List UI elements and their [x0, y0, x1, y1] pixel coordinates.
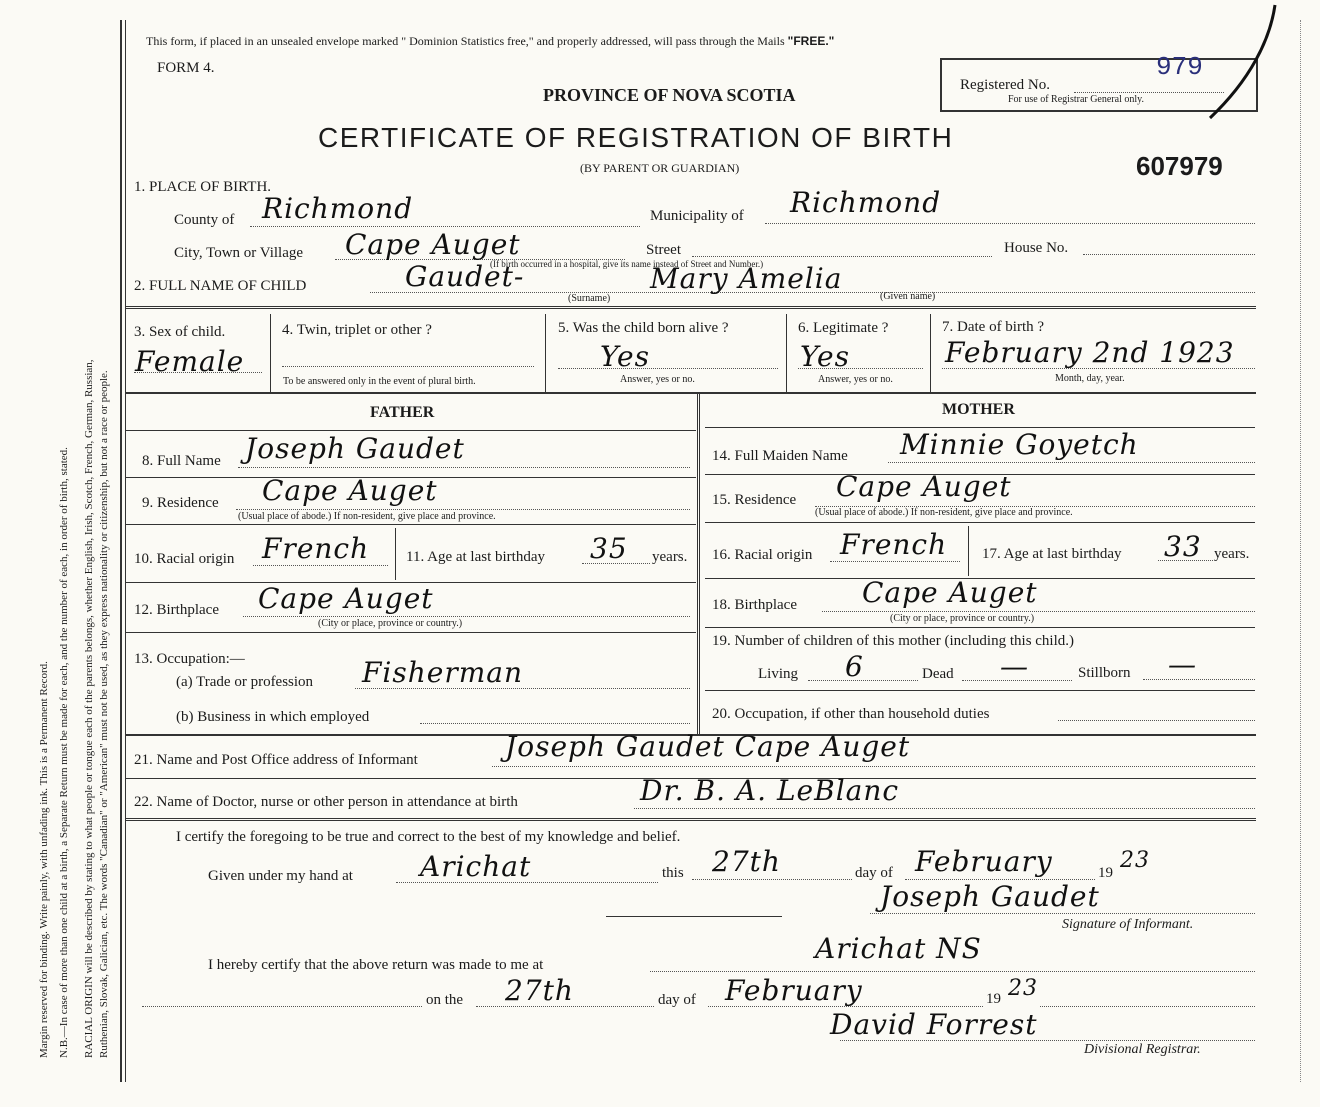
- registrar-year-suffix: 23: [1008, 976, 1038, 1001]
- dob-value: February 2nd 1923: [945, 336, 1235, 369]
- mother-dead-value: —: [1000, 650, 1029, 683]
- registrar-signature: David Forrest: [830, 1008, 1038, 1041]
- margin-note-separate-return: N.B.—In case of more than one child at a birth, a Separate Return must be made for each, and the number of each, in order of birth, stated.: [58, 447, 70, 1058]
- mother-age-value: 33: [1164, 530, 1202, 563]
- informant-signature: Joseph Gaudet: [880, 880, 1100, 913]
- registrar-use-note: For use of Registrar General only.: [1008, 94, 1144, 105]
- col-divider-sex: [270, 314, 271, 392]
- registrar-caption: Divisional Registrar.: [1084, 1042, 1201, 1057]
- father-business-label: (b) Business in which employed: [176, 709, 370, 725]
- mother-living-value: 6: [845, 650, 864, 683]
- registrar-signature-line: [840, 1040, 1255, 1041]
- alive-line: [558, 368, 778, 369]
- mother-age-label: 17. Age at last birthday: [982, 546, 1122, 562]
- county-line: [250, 226, 640, 227]
- binding-margin-line: [120, 20, 122, 1082]
- day-of-label: day of: [855, 865, 893, 881]
- father-trade-value: Fisherman: [362, 656, 524, 689]
- mother-birthplace-value: Cape Auget: [862, 576, 1038, 609]
- registered-label: Registered No.: [960, 77, 1050, 93]
- mother-age-years: years.: [1214, 546, 1250, 562]
- mother-stillborn-value: —: [1168, 648, 1197, 681]
- twin-line: [282, 366, 534, 367]
- doctor-line: [634, 808, 1255, 809]
- father-name-line: [238, 467, 690, 468]
- sex-label: 3. Sex of child.: [134, 324, 226, 340]
- twin-note: To be answered only in the event of plural birth.: [283, 376, 476, 387]
- father-birthplace-note: (City or place, province or country.): [318, 618, 463, 629]
- mother-birthplace-note: (City or place, province or country.): [890, 613, 1035, 624]
- col-divider-alive: [786, 314, 787, 392]
- registered-check-mark: [1190, 0, 1290, 130]
- divider-before-parents: [126, 392, 1256, 394]
- margin-note-racial-origin: RACIAL ORIGIN will be described by stating to what people or tongue each of the parents belongs, whether English, Irish, Scotch, French, German, Russian,: [83, 359, 95, 1058]
- registrar-year-prefix: 19: [986, 991, 1001, 1007]
- col-divider-legit: [930, 314, 931, 392]
- registrar-month-value: February: [725, 974, 863, 1007]
- signature-short-line: [606, 916, 782, 917]
- father-heading-rule: [126, 430, 696, 431]
- father-rule-4: [126, 632, 696, 633]
- father-racial-label: 10. Racial origin: [134, 551, 235, 567]
- mother-name-value: Minnie Goyetch: [900, 428, 1139, 461]
- father-heading: FATHER: [370, 404, 435, 421]
- binding-margin-line-2: [125, 20, 126, 1082]
- municipality-line: [765, 223, 1255, 224]
- mother-stillborn-label: Stillborn: [1078, 665, 1131, 681]
- margin-note-permanent: Margin reserved for binding. Write painly, with unfading ink. This is a Permanent Record.: [38, 661, 50, 1058]
- child-name-label: 2. FULL NAME OF CHILD: [134, 278, 307, 294]
- surname-caption: (Surname): [568, 293, 611, 304]
- father-rule-2: [126, 524, 696, 525]
- sex-value: Female: [135, 345, 245, 378]
- legitimate-line: [798, 368, 923, 369]
- this-label: this: [662, 865, 684, 881]
- father-age-years: years.: [652, 549, 688, 565]
- registrar-statement: I hereby certify that the above return was made to me at: [208, 957, 544, 973]
- street-line: [692, 256, 992, 257]
- mother-name-label: 14. Full Maiden Name: [712, 448, 848, 464]
- dob-line: [942, 368, 1255, 369]
- sex-line: [134, 372, 262, 373]
- registrar-leading-line: [142, 1006, 422, 1007]
- father-birthplace-label: 12. Birthplace: [134, 602, 219, 618]
- place-of-birth-heading: 1. PLACE OF BIRTH.: [134, 179, 272, 195]
- mother-residence-value: Cape Auget: [836, 470, 1012, 503]
- street-label: Street: [646, 242, 681, 258]
- mother-racial-value: French: [840, 528, 948, 561]
- child-given-name-value: Mary Amelia: [650, 262, 843, 295]
- alive-caption: Answer, yes or no.: [620, 374, 695, 385]
- mother-dead-label: Dead: [922, 666, 954, 682]
- parents-divider: [697, 394, 700, 734]
- mother-children-label: 19. Number of children of this mother (including this child.): [712, 633, 1075, 649]
- father-trade-label: (a) Trade or profession: [176, 674, 314, 690]
- month-value: February: [915, 845, 1053, 878]
- doctor-value: Dr. B. A. LeBlanc: [640, 774, 900, 807]
- dob-caption: Month, day, year.: [1055, 373, 1125, 384]
- registrar-day-value: 27th: [505, 974, 574, 1007]
- this-day-line: [692, 879, 852, 880]
- father-residence-value: Cape Auget: [262, 474, 438, 507]
- twin-label: 4. Twin, triplet or other ?: [282, 322, 432, 338]
- father-racial-age-divider: [395, 528, 396, 580]
- father-residence-note: (Usual place of abode.) If non-resident, give place and province.: [238, 511, 496, 522]
- registrar-day-of-label: day of: [658, 992, 696, 1008]
- hospital-note: (If birth occurred in a hospital, give its name instead of Street and Number.): [490, 259, 764, 269]
- certificate-subtitle: (BY PARENT OR GUARDIAN): [580, 161, 740, 175]
- legitimate-label: 6. Legitimate ?: [798, 320, 889, 336]
- mother-rule-5: [705, 690, 1255, 691]
- mother-name-line: [888, 462, 1255, 463]
- county-label: County of: [174, 212, 235, 228]
- year-suffix: 23: [1120, 848, 1150, 873]
- child-surname-value: Gaudet-: [405, 260, 525, 293]
- mother-birthplace-label: 18. Birthplace: [712, 597, 797, 613]
- legitimate-value: Yes: [800, 340, 850, 373]
- registrar-year-line: [1040, 1006, 1255, 1007]
- mail-free: "FREE.": [787, 34, 835, 48]
- registrar-place-line: [650, 971, 1255, 972]
- certificate-title: CERTIFICATE OF REGISTRATION OF BIRTH: [318, 122, 954, 153]
- form-number: FORM 4.: [157, 60, 215, 76]
- father-racial-value: French: [262, 532, 370, 565]
- mother-occupation-line: [1058, 720, 1255, 721]
- informant-value: Joseph Gaudet Cape Auget: [505, 730, 911, 763]
- mother-stillborn-line: [1143, 679, 1255, 680]
- mother-rule-2: [705, 522, 1255, 523]
- right-edge-line: [1300, 20, 1301, 1082]
- given-place-value: Arichat: [420, 850, 532, 883]
- alive-value: Yes: [600, 340, 650, 373]
- informant-line: [492, 766, 1255, 767]
- registrar-place-value: Arichat NS: [815, 932, 982, 965]
- legitimate-caption: Answer, yes or no.: [818, 374, 893, 385]
- mother-living-label: Living: [758, 666, 798, 682]
- given-name-caption: (Given name): [880, 291, 936, 302]
- father-birthplace-line: [243, 616, 690, 617]
- father-occupation-label: 13. Occupation:—: [134, 651, 245, 667]
- registered-number: 979: [1156, 52, 1203, 82]
- mother-birthplace-line: [822, 611, 1255, 612]
- margin-note-racial-origin-2: Ruthenian, Slovak, Galician, etc. The words "Canadian" or "American" must not be used, as they express nationality or citizenship, but not a race or people.: [98, 370, 110, 1058]
- father-name-value: Joseph Gaudet: [245, 432, 465, 465]
- province-heading: PROVINCE OF NOVA SCOTIA: [543, 85, 796, 105]
- on-the-label: on the: [426, 992, 464, 1008]
- mother-racial-label: 16. Racial origin: [712, 547, 813, 563]
- house-number-line: [1083, 254, 1255, 255]
- informant-label: 21. Name and Post Office address of Informant: [134, 752, 418, 768]
- this-day-value: 27th: [712, 845, 781, 878]
- father-age-label: 11. Age at last birthday: [406, 549, 545, 565]
- year-prefix: 19: [1098, 865, 1113, 881]
- doctor-label: 22. Name of Doctor, nurse or other person in attendance at birth: [134, 794, 518, 810]
- house-number-label: House No.: [1004, 240, 1069, 256]
- father-name-label: 8. Full Name: [142, 453, 221, 469]
- mother-rule-4: [705, 627, 1255, 628]
- city-label: City, Town or Village: [174, 245, 304, 261]
- dob-label: 7. Date of birth ?: [942, 319, 1045, 335]
- certification-statement: I certify the foregoing to be true and correct to the best of my knowledge and belief.: [176, 829, 681, 845]
- mother-heading: MOTHER: [942, 401, 1015, 418]
- father-age-value: 35: [590, 532, 628, 565]
- col-divider-twin: [545, 314, 546, 392]
- father-business-line: [420, 723, 690, 724]
- divider-before-certification: [126, 818, 1256, 821]
- mother-racial-line: [830, 561, 960, 562]
- father-birthplace-value: Cape Auget: [258, 582, 434, 615]
- informant-signature-caption: Signature of Informant.: [1062, 917, 1194, 932]
- mother-occupation-label: 20. Occupation, if other than household duties: [712, 706, 990, 722]
- mail-notice: [146, 34, 834, 49]
- county-value: Richmond: [262, 192, 414, 225]
- mail-notice-text: This form, if placed in an unsealed envelope marked " Dominion Statistics free," and properly addressed, will pass through the Mails: [146, 34, 788, 48]
- father-racial-line: [253, 565, 388, 566]
- mother-residence-label: 15. Residence: [712, 492, 797, 508]
- mother-racial-age-divider: [968, 526, 969, 576]
- city-value: Cape Auget: [345, 228, 521, 261]
- father-residence-line: [236, 509, 690, 510]
- given-under-hand-label: Given under my hand at: [208, 868, 353, 884]
- divider-after-name: [126, 306, 1256, 309]
- mother-residence-note: (Usual place of abode.) If non-resident, give place and province.: [815, 507, 1073, 518]
- father-residence-label: 9. Residence: [142, 495, 219, 511]
- alive-label: 5. Was the child born alive ?: [558, 320, 729, 336]
- informant-signature-line: [870, 913, 1255, 914]
- municipality-value: Richmond: [790, 186, 942, 219]
- certificate-number: 607979: [1136, 151, 1223, 181]
- municipality-label: Municipality of: [650, 208, 744, 224]
